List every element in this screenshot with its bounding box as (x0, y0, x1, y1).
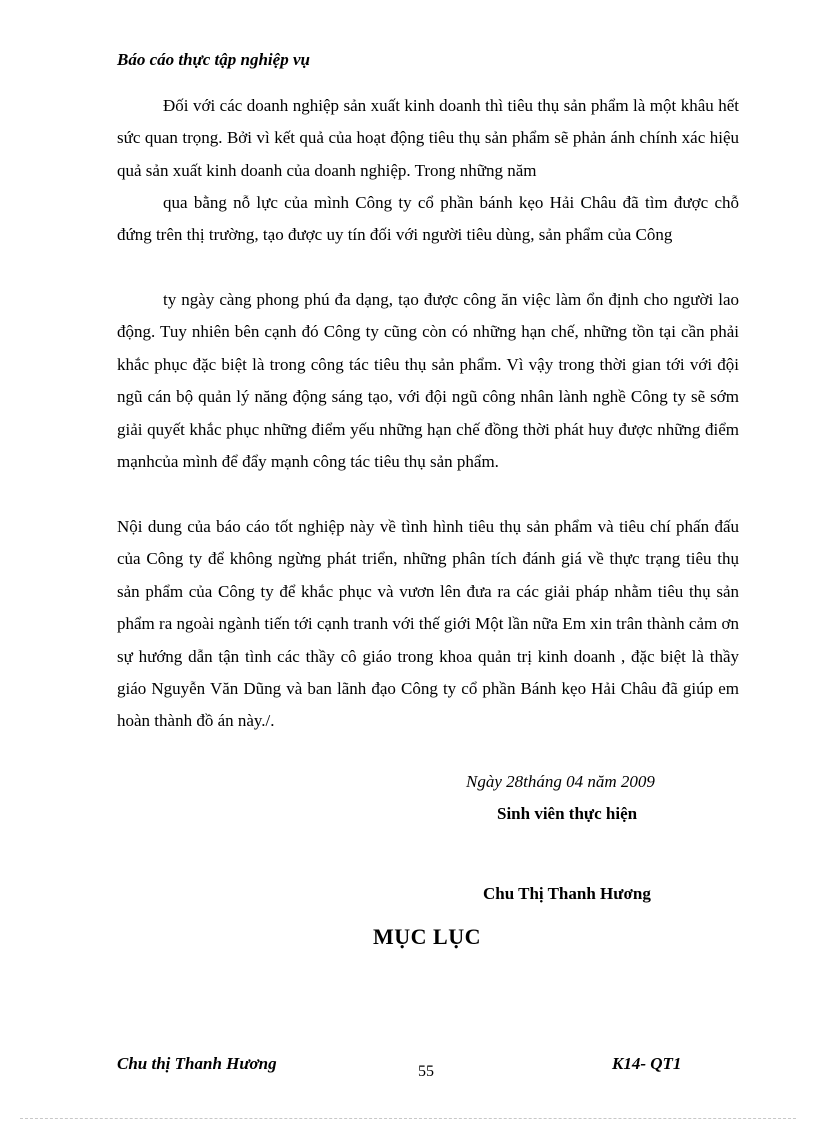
footer-class-code: K14- QT1 (612, 1054, 682, 1073)
body-paragraph-2: qua bằng nỗ lực của mình Công ty cổ phần bánh kẹo Hải Châu đã tìm được chỗ đứng trên thị trường, tạo được uy tín đối với người tiêu dùng, sản phẩm của Công (117, 193, 739, 245)
body-paragraph-4: Nội dung của báo cáo tốt nghiệp này về tình hình tiêu thụ sản phẩm và tiêu chí phấn đấu của Công ty để không ngừng phát triển, những phân tích đánh giá về thực trạng tiêu thụ sản phẩm của Công ty để khắc phục và vươn lên đưa ra các giải pháp nhằm tiêu thụ sản phẩm ra ngoài ngành tiến tới cạnh tranh với thế giới Một lần nữa Em xin trân thành cảm ơn sự hướng dẫn tận tình các thầy cô giáo trong khoa quản trị kinh doanh , đặc biệt là thầy giáo Nguyễn Văn Dũng và ban lãnh đạo Công ty cổ phần Bánh kẹo Hải Châu đã giúp em hoàn thành đồ án này./. (117, 517, 739, 731)
header-title: Báo cáo thực tập nghiệp vụ (117, 50, 310, 69)
body-paragraph-3: ty ngày càng phong phú đa dạng, tạo được công ăn việc làm ổn định cho người lao động. Tuy nhiên bên cạnh đó Công ty cũng còn có những hạn chế, những tồn tại cần phải khắc phục đặc biệt là trong công tác tiêu thụ sản phẩm. Vì vậy trong thời gian tới với đội ngũ cán bộ quản lý năng động sáng tạo, với đội ngũ công nhân lành nghề Công ty sẽ sớm giải quyết khắc phục những điểm yếu những hạn chế đồng thời phát huy được những điểm mạnhcủa mình để đẩy mạnh công tác tiêu thụ sản phẩm. (117, 290, 739, 472)
footer-page-number: 55 (418, 1063, 434, 1080)
signature-date: Ngày 28tháng 04 năm 2009 (466, 772, 655, 791)
page-boundary-divider (20, 1118, 796, 1119)
toc-title: MỤC LỤC (373, 924, 481, 949)
signature-name: Chu Thị Thanh Hương (483, 884, 651, 903)
footer-author: Chu thị Thanh Hương (117, 1054, 277, 1073)
signature-role: Sinh viên thực hiện (497, 804, 638, 823)
body-paragraph-1: Đối với các doanh nghiệp sản xuất kinh doanh thì tiêu thụ sản phẩm là một khâu hết sức quan trọng. Bởi vì kết quả của hoạt động tiêu thụ sản phẩm sẽ phản ánh chính xác hiệu quả sản xuất kinh doanh của doanh nghiệp. Trong những năm (117, 96, 739, 180)
